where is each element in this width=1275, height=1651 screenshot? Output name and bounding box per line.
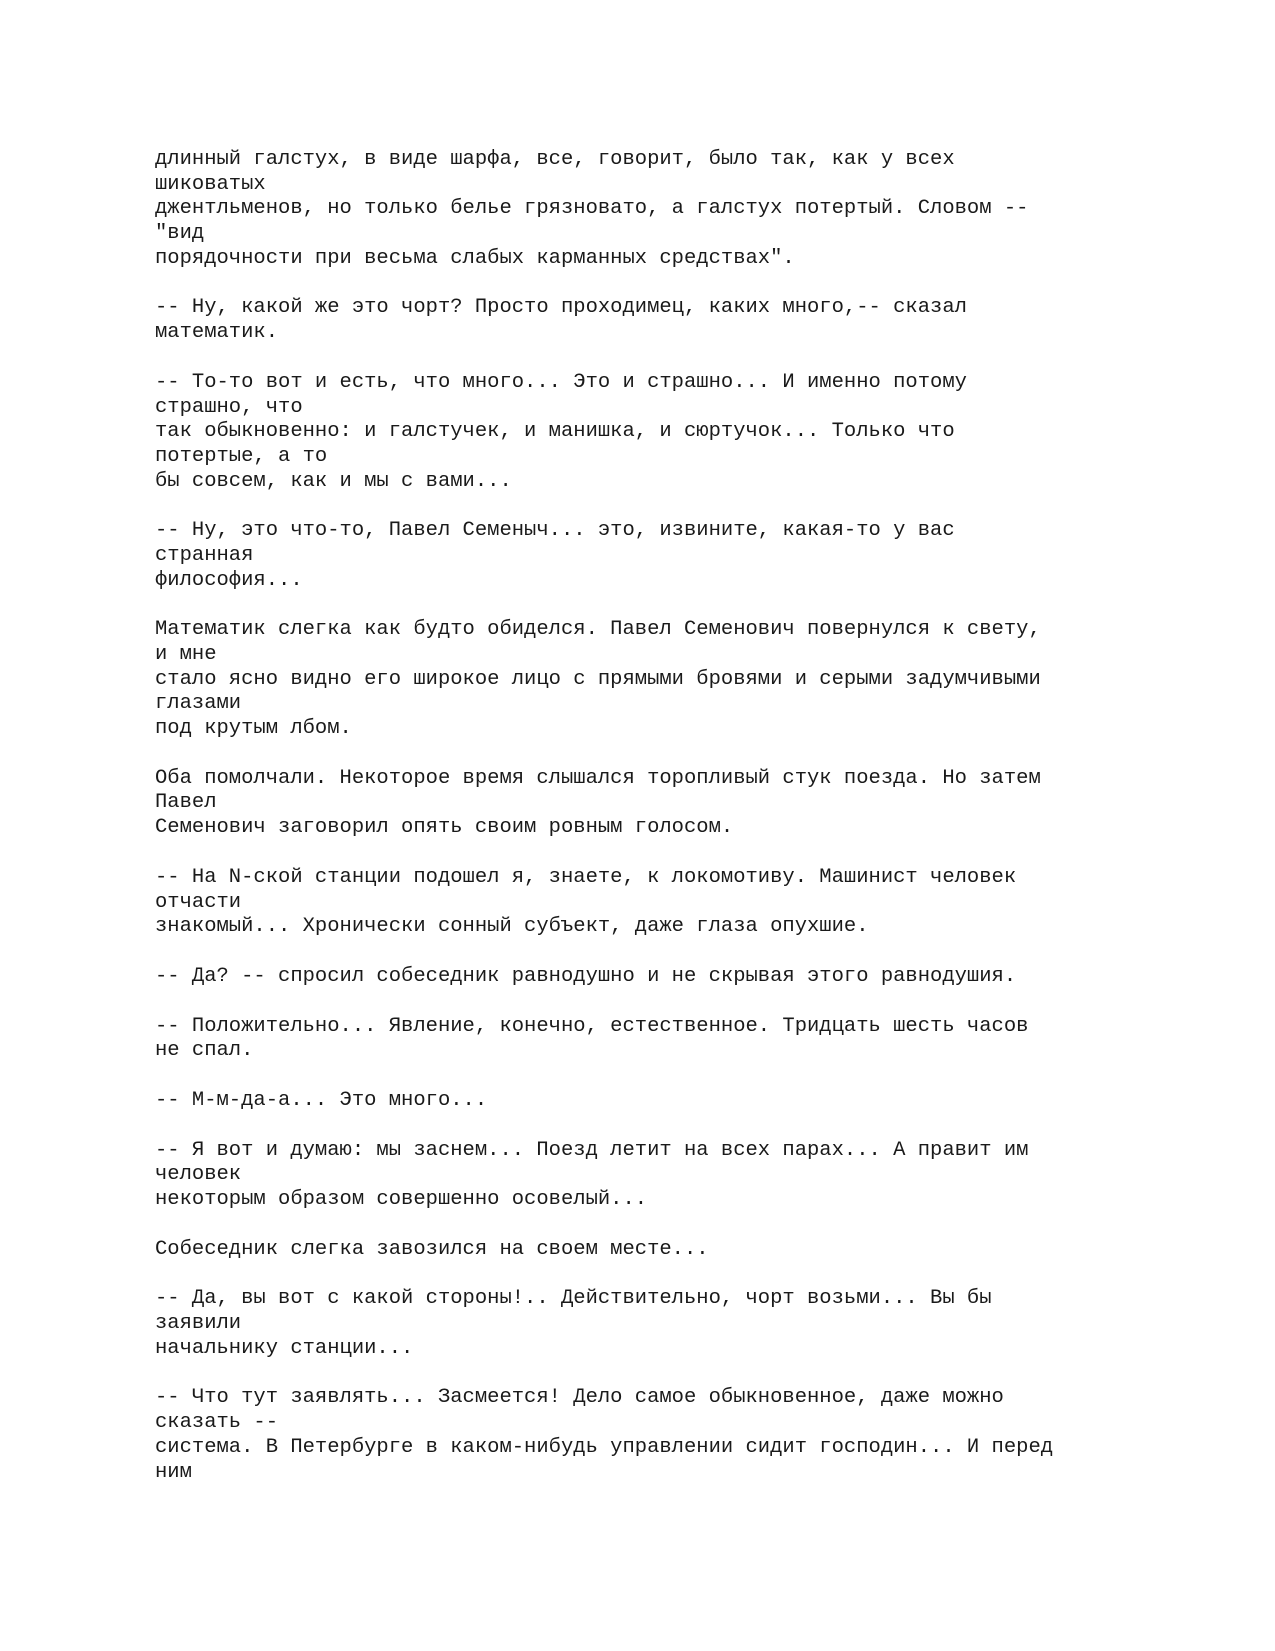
text-line: стало ясно видно его широкое лицо с прямыми бровями и серыми задумчивыми — [155, 667, 1041, 691]
text-line: знакомый... Хронически сонный субъект, даже глаза опухшие. — [155, 915, 869, 939]
paragraph — [155, 148, 1155, 271]
text-line: не спал. — [155, 1039, 254, 1063]
paragraph — [155, 1139, 1155, 1213]
text-line: ним — [155, 1460, 192, 1484]
text-line: Павел — [155, 791, 217, 815]
text-line: некоторым образом совершенно осовелый... — [155, 1188, 648, 1211]
text-line: -- Что тут заявлять... Засмеется! Дело самое обыкновенное, даже можно — [155, 1386, 1004, 1410]
text-line: так обыкновенно: и галстучек, и манишка, и сюртучок... Только что — [155, 420, 955, 444]
text-line: -- М-м-да-а... Это много... — [155, 1088, 488, 1112]
text-line: Оба помолчали. Некоторое время слышался торопливый стук поезда. Но затем — [155, 766, 1041, 790]
text-line: Собеседник слегка завозился на своем месте... — [155, 1237, 709, 1261]
text-line: порядочности при весьма слабых карманных средствах". — [155, 246, 795, 270]
text-line: -- Я вот и думаю: мы заснем... Поезд летит на всех парах... А правит им — [155, 1138, 1029, 1162]
text-line: начальнику станции... — [155, 1336, 414, 1360]
paragraph — [155, 1287, 1155, 1361]
text-line: и мне — [155, 643, 217, 666]
text-line: -- Ну, это что-то, Павел Семеныч... это, извините, какая-то у вас — [155, 519, 955, 543]
text-line: -- Да, вы вот с какой стороны!.. Действительно, чорт возьми... Вы бы — [155, 1287, 992, 1311]
text-line: отчасти — [155, 890, 242, 914]
paragraph — [155, 1386, 1155, 1485]
text-line: глазами — [155, 692, 242, 716]
text-line: -- Положительно... Явление, конечно, естественное. Тридцать шесть часов — [155, 1014, 1029, 1038]
paragraph — [155, 371, 1155, 494]
paragraph — [155, 866, 1155, 940]
text-line: странная — [155, 543, 254, 567]
text-line: джентльменов, но только белье грязновато, а галстух потертый. Словом -- — [155, 197, 1029, 221]
paragraph — [155, 767, 1155, 841]
text-line: -- То-то вот и есть, что много... Это и страшно... И именно потому — [155, 370, 967, 394]
text-line: Математик слегка как будто обиделся. Павел Семенович повернулся к свету, — [155, 618, 1041, 642]
paragraph — [155, 1089, 1155, 1114]
text-line: сказать -- — [155, 1411, 279, 1435]
paragraph — [155, 965, 1155, 990]
text-line: -- На N-ской станции подошел я, знаете, к локомотиву. Машинист человек — [155, 865, 1017, 889]
paragraph — [155, 296, 1155, 345]
text-line: -- Ну, какой же это чорт? Просто проходимец, каких много,-- сказал — [155, 296, 967, 320]
text-line: Семенович заговорил опять своим ровным голосом. — [155, 816, 734, 840]
paragraph — [155, 618, 1155, 741]
text-line: под крутым лбом. — [155, 717, 352, 741]
text-line: бы совсем, как и мы с вами... — [155, 469, 512, 493]
paragraph — [155, 519, 1155, 593]
text-line: человек — [155, 1163, 242, 1187]
text-line: заявили — [155, 1312, 242, 1336]
text-line: система. В Петербурге в каком-нибудь управлении сидит господин... И перед — [155, 1435, 1054, 1459]
text-line: шиковатых — [155, 172, 266, 196]
text-line: философия... — [155, 568, 303, 592]
text-line: математик. — [155, 321, 279, 345]
text-line: длинный галстух, в виде шарфа, все, говорит, было так, как у всех — [155, 148, 955, 171]
text-line: -- Да? -- спросил собеседник равнодушно и не скрывая этого равнодушия. — [155, 964, 1017, 988]
text-line: потертые, а то — [155, 444, 328, 468]
paragraph — [155, 1238, 1155, 1263]
text-line: "вид — [155, 222, 205, 246]
document-text — [155, 148, 1155, 1510]
text-line: страшно, что — [155, 395, 303, 419]
paragraph — [155, 1015, 1155, 1064]
